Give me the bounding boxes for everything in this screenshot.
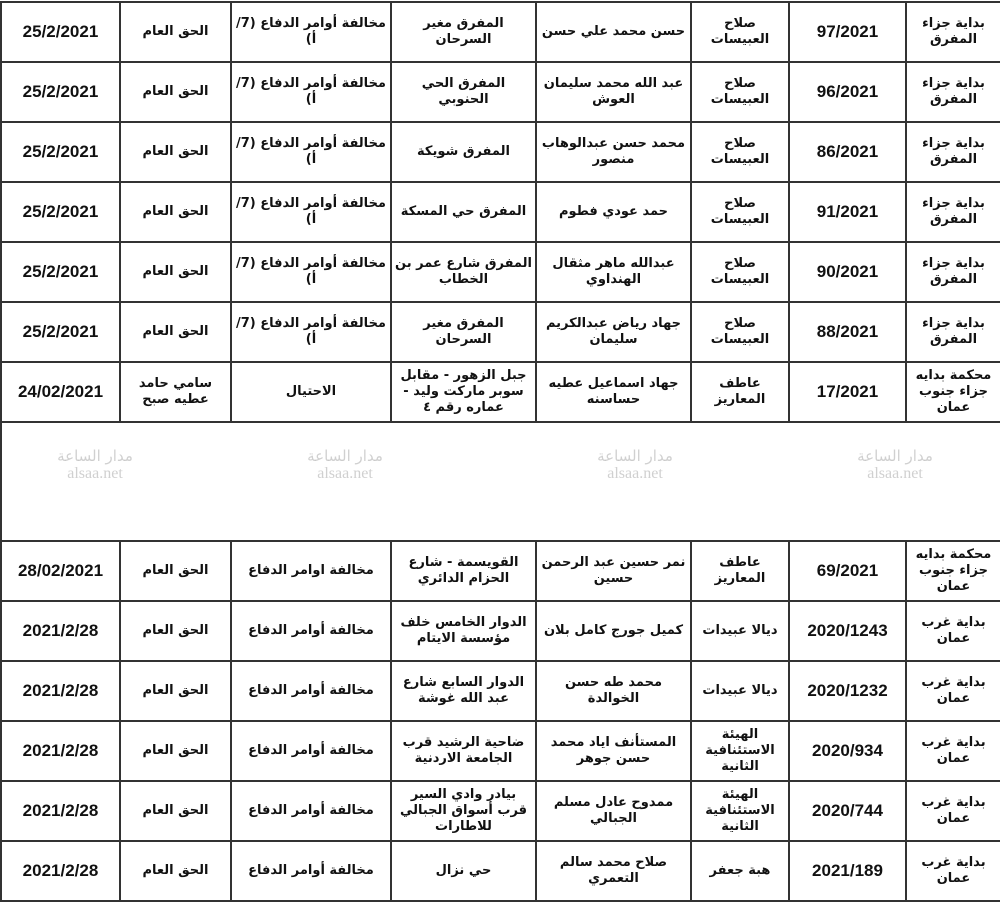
- date-cell: 2021/2/28: [1, 661, 120, 721]
- defendant-name-cell: محمد طه حسن الخوالدة: [536, 661, 691, 721]
- case-number-cell: 86/2021: [789, 122, 906, 182]
- court-cell: بداية غرب عمان: [906, 781, 1000, 841]
- defendant-name-cell: كميل جورج كامل بلان: [536, 601, 691, 661]
- court-cell: بداية جزاء المفرق: [906, 242, 1000, 302]
- court-cell: بداية غرب عمان: [906, 661, 1000, 721]
- charge-cell: مخالفة أوامر الدفاع (7/أ): [231, 242, 391, 302]
- charge-cell: مخالفة أوامر الدفاع: [231, 721, 391, 781]
- plaintiff-cell: الحق العام: [120, 2, 231, 62]
- plaintiff-cell: الحق العام: [120, 182, 231, 242]
- date-cell: 28/02/2021: [1, 541, 120, 601]
- table-row: [1, 721, 1000, 781]
- watermark-arabic: مدار الساعة: [597, 447, 673, 465]
- court-cell: بداية جزاء المفرق: [906, 122, 1000, 182]
- charge-cell: مخالفة أوامر الدفاع (7/أ): [231, 182, 391, 242]
- case-number-cell: 2021/189: [789, 841, 906, 901]
- charge-cell: مخالفة أوامر الدفاع: [231, 661, 391, 721]
- judge-cell: الهيئة الاستئنافية الثانية: [691, 721, 789, 781]
- blank-cell: [691, 422, 789, 541]
- plaintiff-cell: الحق العام: [120, 841, 231, 901]
- table-row: [1, 841, 1000, 901]
- date-cell: 25/2/2021: [1, 242, 120, 302]
- court-cell: بداية غرب عمان: [906, 721, 1000, 781]
- date-cell: 2021/2/28: [1, 841, 120, 901]
- table-row: [1, 122, 1000, 182]
- address-cell: بيادر وادي السير قرب أسواق الجبالي للاطارات: [391, 781, 536, 841]
- judge-cell: الهيئة الاستئنافية الثانية: [691, 781, 789, 841]
- defendant-name-cell: المستأنف اياد محمد حسن جوهر: [536, 721, 691, 781]
- judge-cell: ديالا عبيدات: [691, 661, 789, 721]
- address-cell: المفرق شويكة: [391, 122, 536, 182]
- court-cell: محكمة بدايه جزاء جنوب عمان: [906, 362, 1000, 422]
- case-number-cell: 17/2021: [789, 362, 906, 422]
- judge-cell: عاطف المعاريز: [691, 362, 789, 422]
- date-cell: 2021/2/28: [1, 601, 120, 661]
- plaintiff-cell: الحق العام: [120, 242, 231, 302]
- judge-cell: صلاح العبيسات: [691, 2, 789, 62]
- table-row: [1, 661, 1000, 721]
- court-cell: بداية جزاء المفرق: [906, 182, 1000, 242]
- judge-cell: صلاح العبيسات: [691, 62, 789, 122]
- address-cell: حي نزال: [391, 841, 536, 901]
- charge-cell: مخالفة أوامر الدفاع: [231, 781, 391, 841]
- court-cell: بداية جزاء المفرق: [906, 302, 1000, 362]
- blank-cell: [1, 422, 120, 541]
- court-cell: بداية غرب عمان: [906, 601, 1000, 661]
- court-cell: بداية غرب عمان: [906, 841, 1000, 901]
- charge-cell: مخالفة أوامر الدفاع (7/أ): [231, 62, 391, 122]
- date-cell: 25/2/2021: [1, 182, 120, 242]
- charge-cell: الاحتيال: [231, 362, 391, 422]
- judge-cell: صلاح العبيسات: [691, 182, 789, 242]
- defendant-name-cell: عبد الله محمد سليمان العوش: [536, 62, 691, 122]
- defendant-name-cell: ممدوح عادل مسلم الجبالي: [536, 781, 691, 841]
- address-cell: المفرق الحي الحنوبي: [391, 62, 536, 122]
- plaintiff-cell: الحق العام: [120, 302, 231, 362]
- table-row: [1, 62, 1000, 122]
- charge-cell: مخالفة أوامر الدفاع: [231, 601, 391, 661]
- cases-table: [0, 1, 1000, 902]
- case-number-cell: 91/2021: [789, 182, 906, 242]
- date-cell: 25/2/2021: [1, 122, 120, 182]
- case-number-cell: 97/2021: [789, 2, 906, 62]
- court-cell: بداية جزاء المفرق: [906, 2, 1000, 62]
- table-row: [1, 2, 1000, 62]
- defendant-name-cell: صلاح محمد سالم التعمري: [536, 841, 691, 901]
- court-cell: بداية جزاء المفرق: [906, 62, 1000, 122]
- judge-cell: عاطف المعاريز: [691, 541, 789, 601]
- judge-cell: صلاح العبيسات: [691, 122, 789, 182]
- blank-cell: [120, 422, 231, 541]
- plaintiff-cell: الحق العام: [120, 781, 231, 841]
- charge-cell: مخالفة اوامر الدفاع: [231, 541, 391, 601]
- plaintiff-cell: الحق العام: [120, 661, 231, 721]
- plaintiff-cell: سامي حامد عطيه صبح: [120, 362, 231, 422]
- date-cell: 25/2/2021: [1, 62, 120, 122]
- address-cell: الدوار السابع شارع عبد الله غوشة: [391, 661, 536, 721]
- blank-cell: [536, 422, 691, 541]
- case-number-cell: 90/2021: [789, 242, 906, 302]
- date-cell: 24/02/2021: [1, 362, 120, 422]
- court-cell: محكمة بدايه جزاء جنوب عمان: [906, 541, 1000, 601]
- blank-row: [1, 422, 1000, 541]
- defendant-name-cell: جهاد اسماعيل عطيه حساسنه: [536, 362, 691, 422]
- case-number-cell: 2020/744: [789, 781, 906, 841]
- charge-cell: مخالفة أوامر الدفاع: [231, 841, 391, 901]
- address-cell: المفرق مغير السرحان: [391, 2, 536, 62]
- charge-cell: مخالفة أوامر الدفاع (7/أ): [231, 122, 391, 182]
- blank-cell: [231, 422, 391, 541]
- judge-cell: صلاح العبيسات: [691, 242, 789, 302]
- table-row: [1, 182, 1000, 242]
- plaintiff-cell: الحق العام: [120, 601, 231, 661]
- table-row: [1, 601, 1000, 661]
- address-cell: الدوار الخامس خلف مؤسسة الايتام: [391, 601, 536, 661]
- defendant-name-cell: نمر حسين عبد الرحمن حسين: [536, 541, 691, 601]
- charge-cell: مخالفة أوامر الدفاع (7/أ): [231, 302, 391, 362]
- blank-cell: [906, 422, 1000, 541]
- charge-cell: مخالفة أوامر الدفاع (7/أ): [231, 2, 391, 62]
- case-number-cell: 2020/934: [789, 721, 906, 781]
- plaintiff-cell: الحق العام: [120, 62, 231, 122]
- case-number-cell: 2020/1232: [789, 661, 906, 721]
- defendant-name-cell: محمد حسن عبدالوهاب منصور: [536, 122, 691, 182]
- watermark-arabic: مدار الساعة: [307, 447, 383, 465]
- judge-cell: ديالا عبيدات: [691, 601, 789, 661]
- blank-cell: [391, 422, 536, 541]
- watermark-latin: alsaa.net: [317, 464, 373, 482]
- watermark-latin: alsaa.net: [867, 464, 923, 482]
- address-cell: المفرق شارع عمر بن الخطاب: [391, 242, 536, 302]
- date-cell: 2021/2/28: [1, 781, 120, 841]
- date-cell: 25/2/2021: [1, 302, 120, 362]
- table-row: [1, 781, 1000, 841]
- plaintiff-cell: الحق العام: [120, 541, 231, 601]
- address-cell: المفرق حي المسكة: [391, 182, 536, 242]
- defendant-name-cell: جهاد رياض عبدالكريم سليمان: [536, 302, 691, 362]
- defendant-name-cell: حمد عودي فطوم: [536, 182, 691, 242]
- date-cell: 25/2/2021: [1, 2, 120, 62]
- case-number-cell: 69/2021: [789, 541, 906, 601]
- watermark-latin: alsaa.net: [67, 464, 123, 482]
- address-cell: القويسمة - شارع الحزام الدائري: [391, 541, 536, 601]
- table-row: [1, 362, 1000, 422]
- plaintiff-cell: الحق العام: [120, 721, 231, 781]
- watermark-arabic: مدار الساعة: [857, 447, 933, 465]
- watermark-arabic: مدار الساعة: [57, 447, 133, 465]
- table-row: [1, 541, 1000, 601]
- plaintiff-cell: الحق العام: [120, 122, 231, 182]
- address-cell: المفرق مغير السرحان: [391, 302, 536, 362]
- blank-cell: [789, 422, 906, 541]
- date-cell: 2021/2/28: [1, 721, 120, 781]
- judge-cell: صلاح العبيسات: [691, 302, 789, 362]
- case-number-cell: 96/2021: [789, 62, 906, 122]
- address-cell: ضاحية الرشيد قرب الجامعة الاردنية: [391, 721, 536, 781]
- defendant-name-cell: عبدالله ماهر مثقال الهنداوي: [536, 242, 691, 302]
- case-number-cell: 2020/1243: [789, 601, 906, 661]
- defendant-name-cell: حسن محمد علي حسن: [536, 2, 691, 62]
- case-number-cell: 88/2021: [789, 302, 906, 362]
- judge-cell: هبة جعفر: [691, 841, 789, 901]
- table-row: [1, 242, 1000, 302]
- address-cell: جبل الزهور - مقابل سوبر ماركت وليد - عماره رقم ٤: [391, 362, 536, 422]
- table-row: [1, 302, 1000, 362]
- watermark-latin: alsaa.net: [607, 464, 663, 482]
